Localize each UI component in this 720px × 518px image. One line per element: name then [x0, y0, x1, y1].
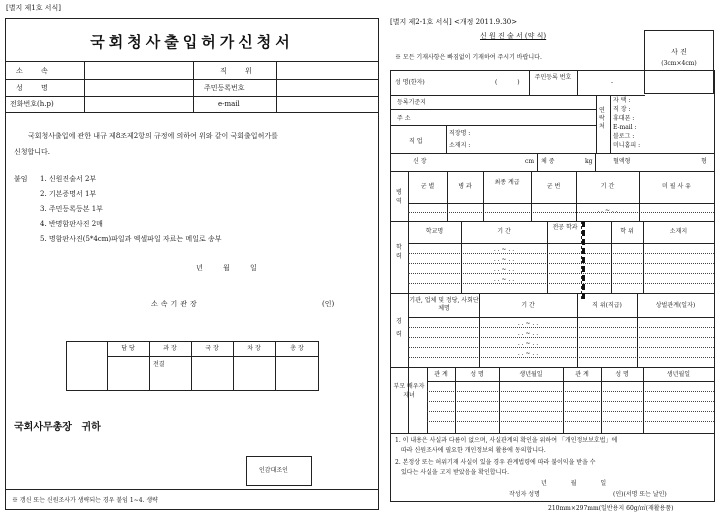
career-header-position: 직 위(직급)	[592, 302, 622, 309]
family-header-birth-1: 생년월일	[519, 371, 543, 378]
job-label: 직 업	[409, 138, 423, 145]
row-email-label: e-mail	[218, 100, 240, 108]
org-head: 소속기관장	[151, 300, 200, 308]
edu-header-period: 기 간	[497, 228, 511, 235]
body-line-2: 신청합니다.	[14, 148, 51, 156]
contact-label: 연락처	[599, 107, 605, 130]
family-header-name-2: 성 명	[615, 371, 629, 378]
org-seal: (인)	[322, 300, 335, 308]
edu-label: 학력	[396, 244, 402, 260]
left-form-label: [별지 제1호 서식]	[6, 4, 61, 12]
height-label: 신 장	[413, 158, 427, 165]
attachment-2: 2. 기본증명서 1부	[40, 190, 97, 198]
career-header-period: 기 간	[521, 302, 535, 309]
edu-period-4: . . ~ . .	[493, 276, 515, 283]
career-period-4: . . ~ . .	[517, 350, 539, 357]
statement-1: 1. 이 내용은 사실과 다름이 없으며, 사실관계의 확인을 위하여 「개인정보보호법」에	[395, 437, 618, 444]
statement-1b: 따라 신원조사에 필요한 개인정보의 활용에 동의합니다.	[401, 447, 546, 454]
name-paren: ( )	[495, 79, 520, 86]
career-period-2: . . ~ . .	[517, 330, 539, 337]
writer-seal: (인)(서명 또는 날인)	[613, 491, 667, 498]
left-form	[5, 18, 379, 510]
registry-label: 등록기준지	[397, 99, 426, 106]
right-date-line: 년 월 일	[541, 480, 607, 487]
writer-label: 작성자 성명	[509, 491, 540, 498]
family-label: 부모 배우자 자녀	[393, 383, 425, 399]
right-title: 신 원 진 술 서 (약 식)	[480, 32, 547, 40]
edu-period-2: . . ~ . .	[493, 256, 515, 263]
body-line-1: 국회청사출입에 관한 내규 제8조제2항의 규정에 의하여 위와 같이 국회출입허가를	[28, 132, 278, 140]
approval-header-5: 총 장	[290, 345, 304, 352]
blood-unit: 형	[701, 158, 707, 165]
row-resident-label: 주민등록번호	[204, 84, 245, 92]
mil-header-period: 기 간	[600, 183, 615, 190]
approval-header-3: 국 장	[205, 345, 219, 352]
blood-label: 혈액형	[613, 158, 631, 165]
edu-period-3: . . ~ . .	[493, 266, 515, 273]
contact-blog: 블로그 :	[613, 133, 635, 140]
military-label: 병역	[396, 189, 402, 205]
attachment-5: 5. 명함판사진(5*4cm)파일과 엑셀파일 자료는 메일로 송부	[40, 235, 222, 243]
family-header-birth-2: 생년월일	[666, 371, 691, 378]
approval-header-4: 차 장	[247, 345, 261, 352]
row-position-label: 직 위	[220, 67, 260, 75]
resident-dash: -	[611, 79, 614, 86]
edu-header-degree: 학 위	[620, 228, 634, 235]
family-header-relation-1: 관 계	[434, 371, 448, 378]
contact-mobile: 휴대폰 :	[613, 115, 635, 122]
right-note: ※ 모든 기재사항은 빠짐없이 기재하여 주시기 바랍니다.	[395, 54, 542, 61]
contact-minihome: 미니홈피 :	[613, 142, 641, 149]
attach-label: 붙임	[14, 175, 28, 183]
address-label: 주 소	[397, 115, 411, 122]
weight-label: 체 중	[541, 158, 555, 165]
edu-period-1: . . ~ . .	[493, 246, 515, 253]
approval-table	[66, 341, 319, 391]
right-form-label: [별지 제2-1호 서식] <개정 2011.9.30>	[390, 18, 518, 26]
left-footnote: ※ 갱신 또는 신원조사가 생략되는 경우 붙임 1~4. 생략	[12, 497, 158, 504]
mil-header-corps: 병 과	[458, 183, 472, 190]
photo-size: (3cm×4cm)	[661, 60, 697, 67]
seal-check-label: 인감대조인	[259, 467, 288, 474]
edu-header-school: 학교명	[425, 228, 444, 235]
edu-header-major: 전공 학과	[552, 224, 578, 231]
mil-header-exempt: 미 필 사 유	[662, 183, 691, 190]
attachment-3: 3. 주민등록등본 1부	[40, 205, 103, 213]
approval-mark: 전결	[153, 361, 165, 368]
right-form	[390, 70, 715, 502]
mil-period-value: . . ~ . .	[597, 207, 618, 214]
career-period-1: . . ~ . .	[517, 320, 539, 327]
weight-unit: kg	[585, 158, 593, 165]
contact-home: 자 택 :	[613, 97, 631, 104]
contact-email: E-mail :	[613, 124, 637, 131]
approval-header-1: 담 당	[121, 345, 135, 352]
height-unit: cm	[525, 158, 535, 165]
statement-2: 2. 본정상 또는 허위기재 사실이 있을 경우 관계법령에 따라 불이익을 받을 수	[395, 459, 596, 466]
job-location: 소재지 :	[449, 142, 471, 149]
statement-2b: 있다는 사실을 고지 받았음을 확인합니다.	[401, 469, 510, 476]
seal-check-box	[246, 456, 312, 486]
row-affiliation-label: 소 속	[16, 67, 56, 75]
approval-header-2: 과 장	[163, 345, 177, 352]
name-label: 성 명(한자)	[395, 79, 425, 86]
resident-label: 주민등록 번호	[534, 74, 572, 81]
photo-label: 사 진	[671, 48, 687, 56]
contact-work: 직 장 :	[613, 106, 631, 113]
career-period-3: . . ~ . .	[517, 340, 539, 347]
left-title: 국회청사출입허가신청서	[90, 33, 294, 51]
attachment-1: 1. 신원진술서 2부	[40, 175, 97, 183]
row-phone-label: 전화번호(h.p)	[10, 100, 54, 108]
paper-spec: 210mm×297mm(일반용지 60g/㎡(재활용품)	[548, 505, 674, 512]
career-header-awards: 상벌관계(일자)	[655, 302, 696, 309]
job-company: 직장명 :	[449, 130, 471, 137]
family-header-relation-2: 관 계	[575, 371, 589, 378]
mil-header-branch: 군 별	[420, 183, 435, 190]
mil-header-number: 군 번	[546, 183, 561, 190]
left-date-line: 년 월 일	[196, 264, 257, 272]
edu-header-location: 소재지	[669, 228, 688, 235]
career-label: 경력	[396, 318, 402, 339]
career-header-org: 기관, 업체 및 정당, 사회단체명	[409, 297, 479, 313]
mil-header-rank: 최종 계급	[494, 179, 520, 186]
row-name-label: 성 명	[16, 84, 56, 92]
attachment-4: 4. 반명함판사진 2매	[40, 220, 103, 228]
family-header-name-1: 성 명	[470, 371, 484, 378]
addressee: 국회사무총장 귀하	[14, 422, 101, 433]
